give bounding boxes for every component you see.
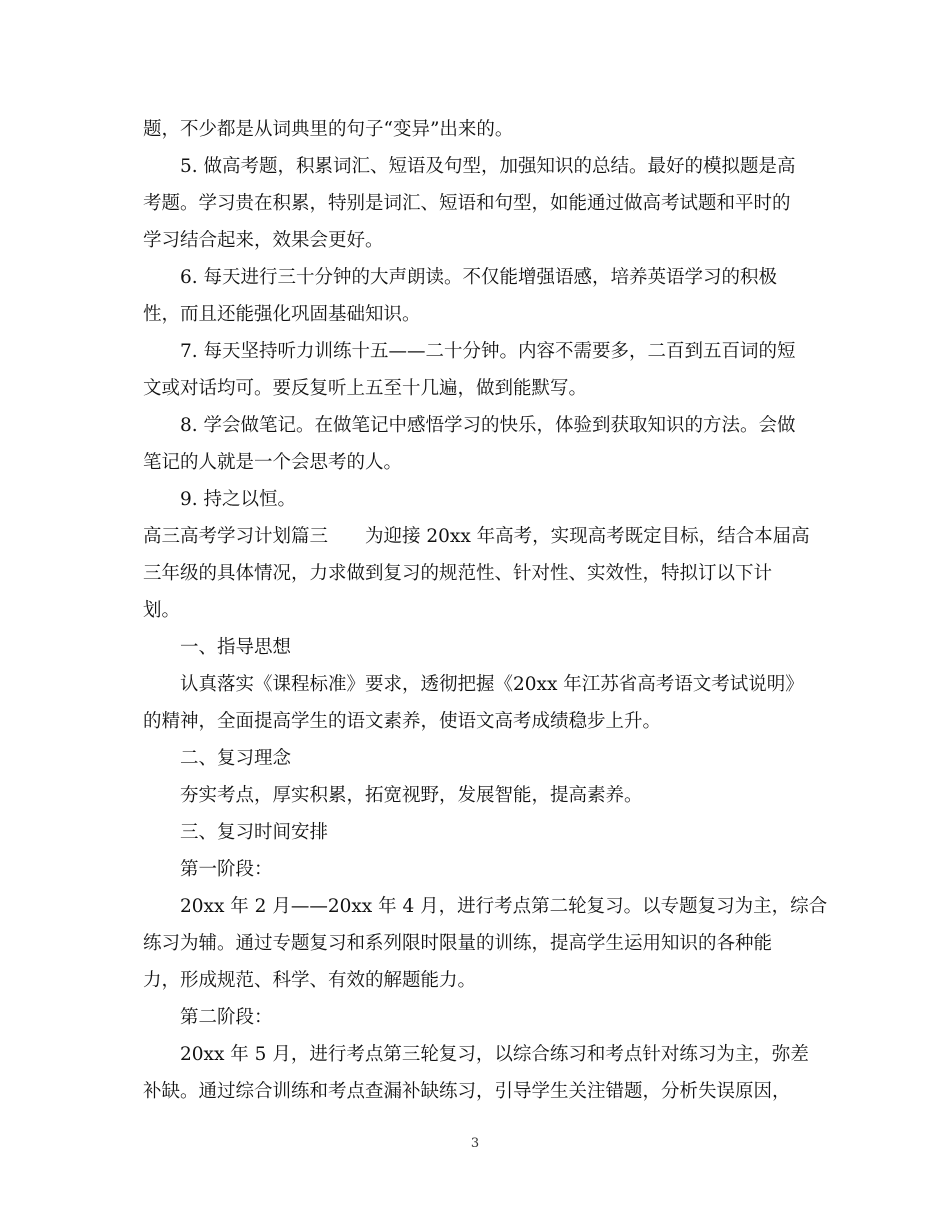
text-line: 9. 持之以恒。 [180,489,297,510]
text-line: 的精神，全面提高学生的语文素养，使语文高考成绩稳步上升。 [143,711,662,732]
text-line: 5. 做高考题，积累词汇、短语及句型，加强知识的总结。最好的模拟题是高 [180,156,796,177]
text-line: 认真落实《课程标准》要求，透彻把握《20xx 年江苏省高考语文考试说明》 [180,674,804,695]
text-line: 20xx 年 5 月，进行考点第三轮复习，以综合练习和考点针对练习为主，弥差 [180,1044,809,1065]
text-line: 力，形成规范、科学、有效的解题能力。 [143,970,477,991]
page-number: 3 [470,1136,480,1151]
text-line: 6. 每天进行三十分钟的大声朗读。不仅能增强语感，培养英语学习的积极 [180,267,778,288]
subsection-heading: 第二阶段： [180,1007,273,1028]
section-heading-line: 高三高考学习计划篇三 为迎接 20xx 年高考，实现高考既定目标，结合本届高 [143,526,810,547]
text-line: 文或对话均可。要反复听上五至十几遍，做到能默写。 [143,378,588,399]
section-heading: 三、复习时间安排 [180,822,329,843]
section-heading: 一、指导思想 [180,637,292,658]
text-line: 8. 学会做笔记。在做笔记中感悟学习的快乐，体验到获取知识的方法。会做 [180,415,796,436]
subsection-heading: 第一阶段： [180,859,273,880]
text-line: 补缺。通过综合训练和考点查漏补缺练习，引导学生关注错题，分析失误原因， [143,1081,791,1102]
text-line: 考题。学习贵在积累，特别是词汇、短语和句型，如能通过做高考试题和平时的 [143,193,791,214]
text-line: 性，而且还能强化巩固基础知识。 [143,304,421,325]
text-line: 夯实考点，厚实积累，拓宽视野，发展智能，提高素养。 [180,785,643,806]
text-line: 20xx 年 2 月——20xx 年 4 月，进行考点第二轮复习。以专题复习为主，综合 [180,896,828,917]
section-heading: 二、复习理念 [180,748,292,769]
text-line: 练习为辅。通过专题复习和系列限时限量的训练，提高学生运用知识的各种能 [143,933,773,954]
text-line: 学习结合起来，效果会更好。 [143,230,384,251]
text-line: 笔记的人就是一个会思考的人。 [143,452,403,473]
text-line: 三年级的具体情况，力求做到复习的规范性、针对性、实效性，特拟订以下计 [143,563,773,584]
text-line: 题，不少都是从词典里的句子“变异”出来的。 [143,119,514,140]
text-line: 7. 每天坚持听力训练十五——二十分钟。内容不需要多，二百到五百词的短 [180,341,796,362]
text-line: 划。 [143,600,181,621]
